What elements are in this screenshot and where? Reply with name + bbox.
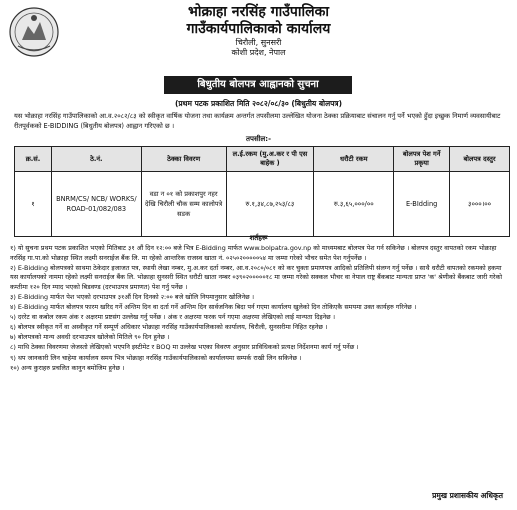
cell-submission: E-BIdding	[394, 172, 450, 237]
col-header-description: ठेक्का विवरण	[141, 147, 226, 172]
cell-fee: ३०००।००	[450, 172, 510, 237]
cell-description: वडा न ०१ को प्रकाशपुर नहर देखि चिरौली चौक सम्म कालोपत्रे सडक	[141, 172, 226, 237]
tender-table	[14, 146, 510, 237]
cell-sn: १	[15, 172, 52, 237]
term-item: २) E-Bidding बोलपत्रको साथमा ठेकेदार इजाजत पत्र, स्थायी लेखा नम्बर, मु.अ.कर दर्ता नम्बर, आ.व.२०८०/०८१ को कर चुक्ता प्रमाणपत्र आदिको प्रतिलिपी संलग्न गर्नु पर्नेछ । साथै धरौटी वापतको रकमको हकमा यस कार्यालयको नाममा रहेको लक्ष्मी सनराईज बैंक लि. भोक्राहा सुनसरी स्थित धरौटी खाता नम्बर ०३९०२०००००१८ मा जम्मा गरेको सक्कल भौचर वा नेपाल राष्ट्र बैंकबाट मान्यता प्राप्त 'क' श्रेणीको बैंकबाट जारी गरेको कम्तीमा १२० दिन म्याद भएको बिडवण्ड (दरभाउपत्र प्रमाणत) पेश गर्नु पर्नेछ ।	[10, 263, 503, 291]
col-header-contract-no: ठे.नं.	[51, 147, 141, 172]
term-item: ९) थप जानकारी लिन चाहेमा कार्यालय समय भित्र भोक्राहा नरसिंह गाउँकार्यपालिकाको कार्यालयमा सम्पर्क राखी लिन सकिनेछ ।	[10, 353, 302, 362]
term-item: ८) माथि ठेक्का विवरणमा जेजस्तो लेखिएको भएपनि इस्टीमेट र BOQ मा उल्लेख भएका विवरण अनुसार प्राविधिकको प्रत्यक्ष निर्देशनमा कार्य गर्नु पर्नेछ ।	[10, 343, 359, 352]
term-item: ५) दररेट वा कबोल रकम अंक र अक्षरमा प्रष्टसंग उल्लेख गर्नु पर्नेछ । अंक र अक्षरमा फरक पर्न गएमा अक्षरमा लेखिएको लाई मान्यता दिइनेछ ।	[10, 313, 336, 322]
term-item: ६) बोलपत्र स्वीकृत गर्ने वा अस्वीकृत गर्ने सम्पूर्ण अधिकार भोक्राहा नरसिंह गाउँकार्यपालिकाको कार्यालय, चिरौली, सुनसरीमा निहित रहनेछ ।	[10, 323, 328, 332]
publication-date: (प्रथम पटक प्रकाशित मिति २०८२/०८/३० (बिधुतीय बोलपत्र)	[174, 99, 343, 108]
office-province: कोशी प्रदेश, नेपाल	[231, 48, 286, 57]
notice-title-banner: बिधुतीय बोलपत्र आह्वानको सुचना	[164, 76, 352, 94]
office-header	[0, 4, 517, 58]
col-header-fee: बोलपत्र दस्तुर	[450, 147, 510, 172]
cell-bid-security: रु.३,६५,०००/००	[314, 172, 394, 237]
term-item: ४) E-Bidding मार्फत बोलपत्र फारम खरिद गर्ने अन्तिम दिन वा दर्ता गर्ने अन्तिम दिन सार्वजनिक बिदा पर्न गएमा कार्यालय खुलेको दिन तोकिएकै समयमा उक्त कार्यहरु गरिनेछ ।	[10, 303, 417, 312]
terms-title: शर्तहरू	[249, 234, 268, 242]
col-header-bid-security: धरौटी रकम	[314, 147, 394, 172]
signatory-title: प्रमुख प्रशासकीय अधिकृत	[432, 491, 503, 500]
term-item: १०) अन्य कुराहरु प्रचलित कानुन बमोजिम हुनेछ ।	[10, 363, 125, 372]
terms-list	[10, 244, 510, 374]
table-row	[15, 172, 510, 237]
term-item: ७) बोलपत्रको मान्य अवधी दरभाउपत्र खोलेको मितिले ९० दिन हुनेछ ।	[10, 333, 170, 342]
col-header-estimate: ल.ई.रकम (मु.अ.कर र पी एस बाहेक )	[226, 147, 314, 172]
cell-contract-no: BNRM/CS/ NCB/ WORKS/ ROAD-01/082/083	[51, 172, 141, 237]
col-header-sn: क्र.सं.	[15, 147, 52, 172]
cell-estimate: रु.१,३४,८७,२५३/८३	[226, 172, 314, 237]
municipality-name: भोक्राहा नरसिंह गाउँपालिका	[188, 4, 329, 20]
col-header-submission: बोलपत्र पेश गर्ने प्रकृया	[394, 147, 450, 172]
intro-paragraph: यस भोक्राहा नरसिंह गाउँपालिकाको आ.व.२०८२/८३ को स्वीकृत वार्षिक योजना तथा कार्यक्रम अन्तर्गत तपसीलमा उल्लेखित योजना ठेक्का प्रक्रियाबाट संचालन गर्नु पर्ने भएको हुँदा इच्छुक निमार्ण व्यवसायीबाट रीतपूर्वकको E-BIDDING (बिधुतीय बोलपत्र) आह्वान गरिएको छ ।	[14, 112, 501, 130]
term-item: १) यो सुचना प्रथम पटक प्रकाशित भएको मितिबाट ३१ औं दिन १२:०० बजे भित्र E-Bidding मार्फत www.bolpatra.gov.np को माध्यमबाट बोलपत्र पेश गर्न सकिनेछ । बोलपत्र दस्तुर वापतको रकम भोक्राहा नरसिंह गा.पा.को भोक्राहा स्थित लक्ष्मी सनराईज बैंक लि. मा रहेको आन्तरिक राजस्व खाता नं. ०२५०२०००००५४ मा जम्मा गरेको भौचर समेत पेश गर्नुपर्नेछ ।	[10, 244, 497, 262]
office-name: गाउँकार्यपालिकाको कार्यालय	[186, 21, 331, 37]
office-location: चिरौली, सुनसरी	[235, 38, 282, 47]
table-header-row	[15, 147, 510, 172]
details-label: तपसील:-	[246, 135, 271, 143]
term-item: ३) E-Bidding मार्फत पेश भएको दरभाउपत्र ३१औं दिन दिनको २:०० बजे खोलि नियमानुसार खोलिनेछ ।	[10, 292, 255, 301]
